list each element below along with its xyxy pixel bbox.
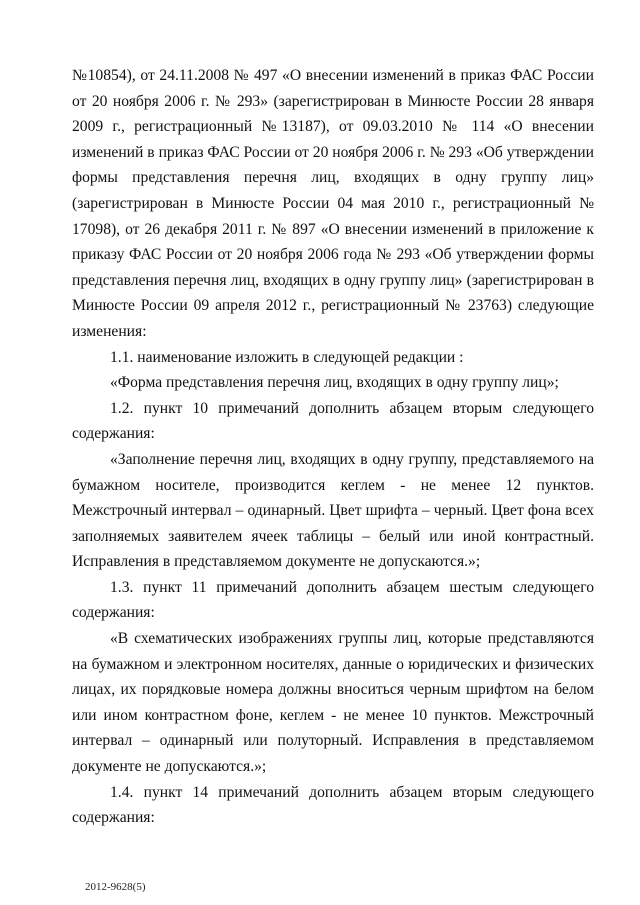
paragraph-item-1-1: 1.1. наименование изложить в следующей редакции :: [110, 348, 464, 366]
document-body: [72, 63, 594, 831]
paragraph-new-title: «Форма представления перечня лиц, входящих в одну группу лиц»;: [110, 374, 559, 392]
paragraph-quote-paper-format: «Заполнение перечня лиц, входящих в одну группу, представляемого на бумажном носителе, производится кеглем - не менее 12 пунктов. Межстрочный интервал – одинарный. Цвет шрифта – черный. Цвет фона всех заполняемых заявителем ячеек таблицы – белый или иной контрастный. Исправления в представляемом документе не допускаются.»;: [72, 450, 594, 571]
paragraph-item-1-2: 1.2. пункт 10 примечаний дополнить абзацем вторым следующего содержания:: [72, 399, 594, 443]
paragraph-item-1-4: 1.4. пункт 14 примечаний дополнить абзацем вторым следующего содержания:: [72, 783, 594, 827]
paragraph-amendment-references: №10854), от 24.11.2008 № 497 «О внесении изменений в приказ ФАС России от 20 ноября 2006 г. № 293» (зарегистрирован в Минюсте России 28 января 2009 г., регистрационный №13187), от 09.03.2010 № 114 «О внесении изменений в приказ ФАС России от 20 ноября 2006 г. № 293 «Об утверждении формы представления перечня лиц, входящих в одну группу лиц» (зарегистрирован в Минюсте России 04 мая 2010 г., регистрационный № 17098), от 26 декабря 2011 г. № 897 «О внесении изменений в приложение к приказу ФАС России от 20 ноября 2006 года № 293 «Об утверждении формы представления перечня лиц, входящих в одну группу лиц» (зарегистрирован в Минюсте России 09 апреля 2012 г., регистрационный № 23763) следующие изменения:: [72, 67, 594, 340]
paragraph-item-1-3: 1.3. пункт 11 примечаний дополнить абзацем шестым следующего содержания:: [72, 578, 594, 622]
paragraph-quote-schematic: «В схематических изображениях группы лиц, которые представляются на бумажном и электронном носителях, данные о юридических и физических лицах, их порядковые номера должны вноситься черным шрифтом на белом или ином контрастном фоне, кеглем - не менее 10 пунктов. Межстрочный интервал – одинарный или полуторный. Исправления в представляемом документе не допускаются.»;: [72, 630, 594, 776]
footer-document-code: 2012-9628(5): [85, 881, 146, 892]
